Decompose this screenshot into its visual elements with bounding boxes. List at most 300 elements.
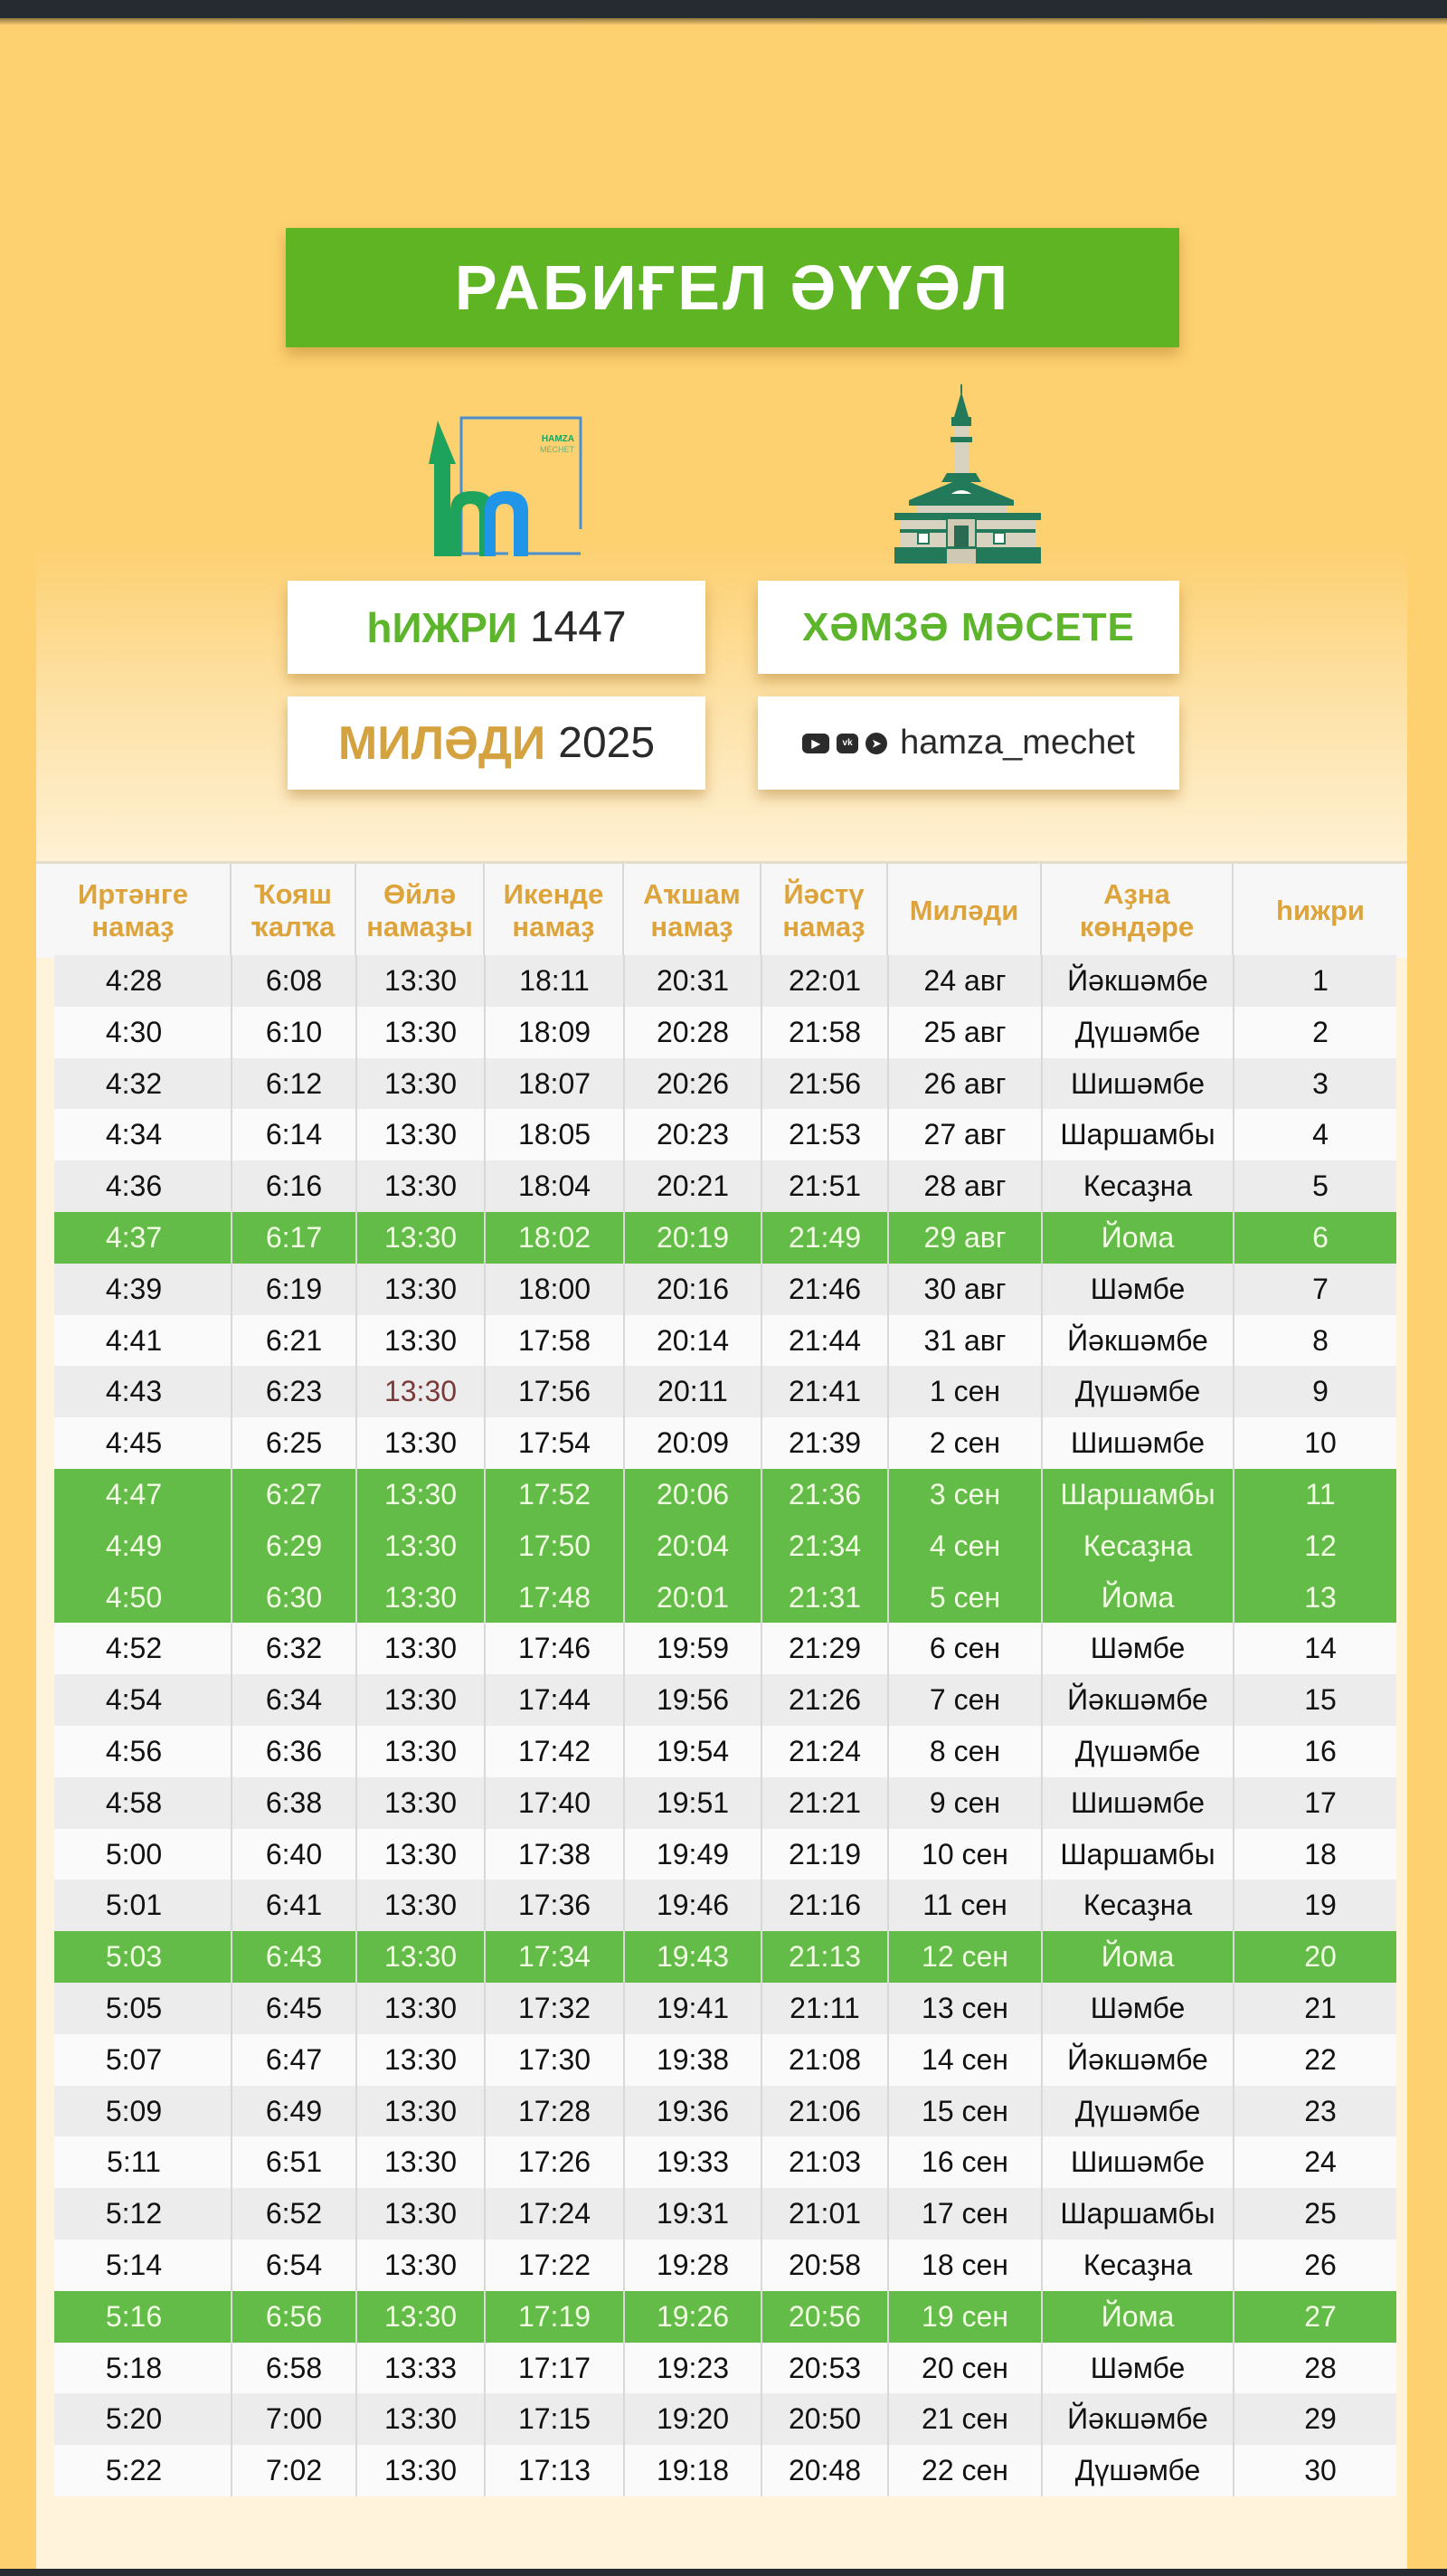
column-header-fajr — [36, 864, 232, 958]
cell-maghrib: 19:46 — [656, 1889, 730, 1922]
cell-weekday: Шишәмбе — [1070, 2145, 1206, 2179]
cell-maghrib: 20:01 — [656, 1580, 730, 1614]
cell-isha: 21:58 — [788, 1015, 862, 1048]
table-row — [54, 1264, 1396, 1315]
cell-asr: 17:15 — [517, 2402, 591, 2436]
cell-sunrise: 6:51 — [265, 2145, 323, 2179]
cell-maghrib: 20:19 — [656, 1221, 730, 1254]
table-row — [54, 1366, 1396, 1417]
cell-miladi-date: 22 сен — [922, 2454, 1008, 2487]
table-row — [54, 1058, 1396, 1110]
cell-fajr: 5:16 — [105, 2299, 163, 2333]
cell-maghrib: 19:49 — [656, 1837, 730, 1870]
cell-hijri-day: 9 — [1312, 1375, 1329, 1408]
cell-hijri-day: 15 — [1304, 1683, 1337, 1717]
column-header-asr — [485, 864, 624, 958]
column-header-line1: Аҙна — [1103, 878, 1170, 910]
vk-icon[interactable]: vk — [837, 734, 858, 753]
cell-maghrib: 20:06 — [656, 1478, 730, 1511]
cell-sunrise: 6:14 — [265, 1118, 323, 1151]
cell-asr: 17:36 — [517, 1889, 591, 1922]
cell-isha: 21:19 — [788, 1837, 862, 1870]
cell-isha: 21:34 — [788, 1529, 862, 1562]
column-header-line1: hижри — [1276, 895, 1365, 926]
top-bar-shadow — [0, 18, 1447, 25]
social-handle[interactable]: hamza_mechet — [900, 724, 1135, 762]
cell-weekday: Йома — [1101, 1580, 1175, 1614]
cell-asr: 17:50 — [517, 1529, 591, 1562]
cell-weekday: Шишәмбе — [1070, 1066, 1206, 1100]
miladi-label: МИЛӘДИ — [337, 716, 546, 770]
cell-isha: 21:06 — [788, 2094, 862, 2127]
cell-miladi-date: 9 сен — [929, 1785, 1001, 1819]
table-header — [36, 861, 1407, 958]
cell-miladi-date: 24 авг — [923, 964, 1007, 997]
cell-weekday: Дүшәмбе — [1074, 1735, 1201, 1767]
hamza-mechet-logo — [425, 412, 588, 561]
cell-asr: 17:42 — [517, 1735, 591, 1767]
column-divider — [355, 955, 357, 2496]
cell-fajr: 5:11 — [107, 2145, 161, 2179]
cell-maghrib: 20:31 — [656, 964, 730, 997]
cell-isha: 20:53 — [788, 2351, 862, 2384]
cell-isha: 21:31 — [788, 1580, 862, 1614]
cell-isha: 21:49 — [788, 1221, 862, 1254]
cell-fajr: 5:22 — [105, 2454, 163, 2487]
cell-dhuhr: 13:30 — [383, 1735, 458, 1767]
cell-weekday: Йәкшәмбе — [1067, 1683, 1208, 1717]
cell-dhuhr: 13:30 — [383, 2454, 458, 2487]
cell-dhuhr: 13:30 — [383, 2197, 458, 2230]
cell-dhuhr: 13:30 — [383, 1529, 458, 1562]
logo-text-hamza: HAMZA — [541, 434, 574, 444]
cell-isha: 21:11 — [790, 1992, 860, 2024]
cell-sunrise: 6:45 — [265, 1992, 323, 2024]
cell-dhuhr: 13:30 — [383, 1375, 458, 1408]
cell-sunrise: 6:21 — [265, 1323, 323, 1357]
cell-isha: 21:44 — [788, 1323, 862, 1357]
cell-miladi-date: 8 сен — [929, 1735, 1001, 1767]
cell-weekday: Шәмбе — [1090, 1992, 1186, 2024]
table-row — [54, 1880, 1396, 1931]
cell-miladi-date: 11 сен — [922, 1889, 1007, 1922]
cell-sunrise: 6:30 — [265, 1580, 323, 1614]
cell-asr: 17:30 — [517, 2042, 591, 2076]
cell-fajr: 4:37 — [105, 1221, 163, 1254]
table-row — [54, 2393, 1396, 2445]
cell-maghrib: 19:18 — [656, 2454, 730, 2487]
cell-dhuhr: 13:30 — [383, 1940, 458, 1974]
table-row-highlighted — [54, 1572, 1396, 1624]
cell-maghrib: 20:14 — [656, 1323, 730, 1357]
cell-dhuhr: 13:30 — [383, 1221, 458, 1254]
top-status-bar — [0, 0, 1447, 18]
cell-fajr: 4:39 — [105, 1272, 163, 1305]
cell-miladi-date: 2 сен — [929, 1426, 1001, 1460]
cell-sunrise: 6:38 — [265, 1785, 323, 1819]
cell-hijri-day: 5 — [1312, 1170, 1329, 1203]
cell-dhuhr: 13:30 — [383, 1992, 458, 2024]
cell-isha: 21:51 — [788, 1170, 862, 1203]
cell-weekday: Кесаҙна — [1083, 2249, 1193, 2281]
cell-fajr: 4:45 — [105, 1426, 163, 1460]
cell-miladi-date: 28 авг — [923, 1170, 1007, 1203]
table-row — [54, 1007, 1396, 1058]
cell-isha: 21:24 — [788, 1735, 862, 1767]
mosque-illustration-icon — [891, 384, 1045, 564]
column-header-line2: намаҙ — [650, 911, 733, 942]
cell-weekday: Кесаҙна — [1083, 1170, 1193, 1203]
cell-maghrib: 19:26 — [656, 2299, 730, 2333]
cell-isha: 21:03 — [788, 2145, 862, 2179]
cell-hijri-day: 23 — [1304, 2094, 1337, 2127]
column-header-weekday — [1042, 864, 1234, 958]
cell-hijri-day: 14 — [1304, 1632, 1337, 1665]
cell-weekday: Йәкшәмбе — [1067, 964, 1208, 997]
cell-isha: 21:21 — [788, 1785, 862, 1819]
cell-sunrise: 6:36 — [265, 1735, 323, 1767]
cell-sunrise: 6:25 — [265, 1426, 323, 1460]
cell-fajr: 5:09 — [105, 2094, 163, 2127]
cell-weekday: Йәкшәмбе — [1067, 2042, 1208, 2076]
cell-fajr: 5:12 — [105, 2197, 163, 2230]
column-header-line1: Икенде — [503, 878, 604, 910]
cell-miladi-date: 15 сен — [922, 2094, 1008, 2127]
cell-weekday: Йома — [1101, 1940, 1175, 1974]
cell-dhuhr: 13:30 — [383, 1785, 458, 1819]
cell-fajr: 4:36 — [105, 1170, 163, 1203]
cell-fajr: 4:58 — [105, 1785, 163, 1819]
cell-weekday: Йәкшәмбе — [1067, 1323, 1208, 1357]
cell-miladi-date: 31 авг — [923, 1323, 1007, 1357]
cell-fajr: 4:54 — [105, 1683, 163, 1717]
table-row — [54, 1674, 1396, 1726]
table-row — [54, 1623, 1396, 1674]
cell-sunrise: 6:49 — [265, 2094, 323, 2127]
cell-weekday: Шишәмбе — [1070, 1426, 1206, 1460]
cell-fajr: 4:49 — [105, 1529, 163, 1562]
cell-isha: 21:56 — [788, 1066, 862, 1100]
cell-weekday: Шаршамбы — [1060, 2197, 1215, 2230]
cell-hijri-day: 7 — [1312, 1272, 1329, 1305]
cell-fajr: 4:47 — [105, 1478, 163, 1511]
cell-hijri-day: 29 — [1304, 2402, 1337, 2436]
cell-weekday: Дүшәмбе — [1074, 2094, 1201, 2127]
column-divider — [231, 955, 232, 2496]
cell-fajr: 4:41 — [105, 1323, 163, 1357]
cell-hijri-day: 27 — [1304, 2299, 1337, 2333]
cell-miladi-date: 7 сен — [929, 1683, 1001, 1717]
cell-asr: 17:32 — [517, 1992, 591, 2024]
cell-asr: 17:38 — [517, 1837, 591, 1870]
cell-weekday: Йома — [1101, 1221, 1175, 1254]
cell-asr: 18:02 — [517, 1221, 591, 1254]
cell-isha: 21:01 — [788, 2197, 862, 2230]
cell-maghrib: 19:20 — [656, 2402, 730, 2436]
cell-weekday: Шәмбе — [1090, 1272, 1186, 1305]
column-header-dhuhr — [356, 864, 485, 958]
cell-fajr: 4:50 — [105, 1580, 163, 1614]
cell-sunrise: 6:29 — [265, 1529, 323, 1562]
cell-isha: 21:08 — [788, 2042, 862, 2076]
social-links-box — [758, 696, 1179, 790]
cell-dhuhr: 13:30 — [383, 1066, 458, 1100]
cell-asr: 17:28 — [517, 2094, 591, 2127]
cell-maghrib: 19:38 — [656, 2042, 730, 2076]
cell-sunrise: 6:08 — [265, 964, 323, 997]
cell-weekday: Кесаҙна — [1083, 1889, 1193, 1922]
cell-fajr: 5:05 — [105, 1992, 163, 2024]
cell-miladi-date: 16 сен — [922, 2145, 1008, 2179]
cell-maghrib: 19:28 — [656, 2249, 730, 2281]
logo-letter-m — [485, 491, 528, 556]
cell-weekday: Йома — [1101, 2299, 1175, 2333]
cell-isha: 21:36 — [788, 1478, 862, 1511]
cell-maghrib: 19:41 — [656, 1992, 730, 2024]
cell-miladi-date: 3 сен — [929, 1478, 1001, 1511]
cell-sunrise: 7:02 — [265, 2454, 323, 2487]
cell-maghrib: 20:16 — [656, 1272, 730, 1305]
cell-fajr: 4:34 — [105, 1118, 163, 1151]
cell-isha: 21:46 — [788, 1272, 862, 1305]
cell-sunrise: 6:17 — [265, 1221, 323, 1254]
table-row — [54, 1315, 1396, 1367]
cell-fajr: 4:28 — [105, 964, 163, 997]
column-divider — [887, 955, 889, 2496]
cell-asr: 17:13 — [517, 2454, 591, 2487]
month-title: РАБИҒЕЛ ӘҮҮӘЛ — [454, 252, 1011, 323]
column-header-line1: Өйлә — [383, 878, 457, 910]
column-header-line1: Иртәнге — [77, 878, 189, 910]
column-header-isha — [761, 864, 888, 958]
cell-dhuhr: 13:30 — [383, 2249, 458, 2281]
cell-maghrib: 20:28 — [656, 1015, 730, 1048]
cell-asr: 17:19 — [517, 2299, 591, 2333]
table-row — [54, 2188, 1396, 2240]
cell-isha: 21:13 — [788, 1940, 862, 1974]
column-header-maghrib — [624, 864, 761, 958]
cell-asr: 18:07 — [517, 1066, 591, 1100]
cell-fajr: 4:56 — [105, 1735, 163, 1767]
cell-maghrib: 20:21 — [656, 1170, 730, 1203]
month-title-banner — [286, 228, 1179, 347]
cell-maghrib: 19:36 — [656, 2094, 730, 2127]
column-header-sunrise — [232, 864, 356, 958]
cell-weekday: Шаршамбы — [1060, 1837, 1215, 1870]
cell-weekday: Шәмбе — [1090, 2351, 1186, 2384]
miladi-year-box — [288, 696, 705, 790]
cell-dhuhr: 13:30 — [383, 1426, 458, 1460]
cell-asr: 17:24 — [517, 2197, 591, 2230]
cell-weekday: Дүшәмбе — [1074, 1015, 1201, 1048]
cell-hijri-day: 16 — [1304, 1735, 1337, 1767]
cell-fajr: 5:18 — [105, 2351, 163, 2384]
cell-maghrib: 20:26 — [656, 1066, 730, 1100]
cell-weekday: Кесаҙна — [1083, 1529, 1193, 1562]
cell-sunrise: 6:12 — [265, 1066, 323, 1100]
cell-hijri-day: 2 — [1312, 1015, 1329, 1048]
cell-dhuhr: 13:30 — [383, 2042, 458, 2076]
table-row — [54, 2034, 1396, 2086]
column-header-line1: Ҡояш — [253, 878, 333, 910]
cell-maghrib: 19:59 — [656, 1632, 730, 1665]
cell-miladi-date: 25 авг — [923, 1015, 1007, 1048]
cell-hijri-day: 13 — [1304, 1580, 1337, 1614]
table-row — [54, 1829, 1396, 1880]
cell-dhuhr: 13:30 — [383, 1170, 458, 1203]
cell-sunrise: 6:43 — [265, 1940, 323, 1974]
mosque-name-box — [758, 581, 1179, 674]
cell-sunrise: 6:34 — [265, 1683, 323, 1717]
table-row — [54, 2445, 1396, 2496]
cell-dhuhr: 13:30 — [383, 1683, 458, 1717]
cell-fajr: 5:14 — [105, 2249, 163, 2281]
cell-asr: 18:11 — [519, 964, 590, 997]
panel-footer — [36, 2505, 1407, 2569]
cell-dhuhr: 13:30 — [383, 1323, 458, 1357]
cell-sunrise: 6:27 — [265, 1478, 323, 1511]
cell-fajr: 5:20 — [105, 2402, 163, 2436]
cell-miladi-date: 19 сен — [922, 2299, 1008, 2333]
cell-asr: 17:46 — [517, 1632, 591, 1665]
telegram-icon[interactable]: ➤ — [865, 733, 887, 754]
cell-miladi-date: 4 сен — [929, 1529, 1001, 1562]
cell-hijri-day: 3 — [1312, 1066, 1329, 1100]
cell-sunrise: 6:32 — [265, 1632, 323, 1665]
cell-isha: 20:58 — [788, 2249, 862, 2281]
column-divider — [623, 955, 625, 2496]
cell-asr: 17:22 — [517, 2249, 591, 2281]
table-row — [54, 2136, 1396, 2188]
cell-maghrib: 19:31 — [656, 2197, 730, 2230]
cell-asr: 17:52 — [517, 1478, 591, 1511]
cell-asr: 18:00 — [517, 1272, 591, 1305]
cell-dhuhr: 13:30 — [383, 1580, 458, 1614]
cell-hijri-day: 22 — [1304, 2042, 1337, 2076]
table-row-highlighted — [54, 1931, 1396, 1983]
cell-miladi-date: 6 сен — [929, 1632, 1001, 1665]
column-header-line2: намаҙ — [512, 911, 595, 942]
cell-fajr: 4:30 — [105, 1015, 163, 1048]
cell-sunrise: 6:54 — [265, 2249, 323, 2281]
cell-weekday: Дүшәмбе — [1074, 2454, 1201, 2487]
cell-isha: 20:48 — [788, 2454, 862, 2487]
column-header-line2: намаҙы — [366, 911, 473, 942]
cell-miladi-date: 27 авг — [923, 1118, 1007, 1151]
bottom-bar — [0, 2569, 1447, 2576]
cell-fajr: 4:32 — [105, 1066, 163, 1100]
cell-asr: 17:56 — [517, 1375, 591, 1408]
cell-asr: 17:48 — [517, 1580, 591, 1614]
cell-miladi-date: 18 сен — [922, 2249, 1008, 2281]
cell-fajr: 5:07 — [105, 2042, 163, 2076]
cell-weekday: Йәкшәмбе — [1067, 2402, 1208, 2436]
cell-hijri-day: 25 — [1304, 2197, 1337, 2230]
cell-dhuhr: 13:33 — [383, 2351, 458, 2384]
youtube-icon[interactable]: ▶ — [802, 734, 829, 753]
cell-dhuhr: 13:30 — [383, 1889, 458, 1922]
cell-miladi-date: 21 сен — [922, 2402, 1008, 2436]
cell-isha: 22:01 — [788, 964, 862, 997]
cell-fajr: 4:52 — [105, 1632, 163, 1665]
cell-weekday: Дүшәмбе — [1074, 1375, 1201, 1408]
cell-isha: 21:26 — [788, 1683, 862, 1717]
cell-dhuhr: 13:30 — [383, 964, 458, 997]
cell-dhuhr: 13:30 — [383, 2145, 458, 2179]
cell-asr: 18:09 — [517, 1015, 591, 1048]
hijri-year-box — [288, 581, 705, 674]
logo-text-mechet: MECHET — [540, 445, 574, 454]
cell-fajr: 5:00 — [105, 1837, 163, 1870]
cell-maghrib: 19:54 — [656, 1735, 730, 1767]
cell-miladi-date: 30 авг — [923, 1272, 1007, 1305]
cell-maghrib: 19:43 — [656, 1940, 730, 1974]
cell-miladi-date: 12 сен — [922, 1940, 1008, 1974]
table-row — [54, 2086, 1396, 2137]
cell-asr: 17:34 — [517, 1940, 591, 1974]
cell-weekday: Шаршамбы — [1060, 1118, 1215, 1151]
cell-dhuhr: 13:30 — [383, 1272, 458, 1305]
cell-hijri-day: 17 — [1304, 1785, 1337, 1819]
cell-sunrise: 6:19 — [265, 1272, 323, 1305]
cell-sunrise: 6:52 — [265, 2197, 323, 2230]
cell-dhuhr: 13:30 — [383, 2299, 458, 2333]
cell-hijri-day: 21 — [1304, 1992, 1337, 2024]
cell-weekday: Шаршамбы — [1060, 1478, 1215, 1511]
cell-maghrib: 19:51 — [656, 1785, 730, 1819]
cell-weekday: Шишәмбе — [1070, 1785, 1206, 1819]
cell-dhuhr: 13:30 — [383, 1118, 458, 1151]
column-header-miladi-date — [888, 864, 1042, 958]
miladi-year: 2025 — [558, 719, 656, 767]
table-row — [54, 1417, 1396, 1469]
cell-hijri-day: 10 — [1304, 1426, 1337, 1460]
cell-hijri-day: 28 — [1304, 2351, 1337, 2384]
table-row — [54, 1983, 1396, 2034]
cell-miladi-date: 20 сен — [922, 2351, 1008, 2384]
cell-fajr: 5:03 — [105, 1940, 163, 1974]
column-divider — [1233, 955, 1234, 2496]
cell-miladi-date: 5 сен — [929, 1580, 1001, 1614]
hijri-year: 1447 — [529, 603, 627, 651]
column-divider — [484, 955, 486, 2496]
column-header-line2: ҡалҡа — [251, 911, 336, 942]
cell-miladi-date: 26 авг — [923, 1066, 1007, 1100]
cell-isha: 21:53 — [788, 1118, 862, 1151]
cell-hijri-day: 8 — [1312, 1323, 1329, 1357]
cell-hijri-day: 30 — [1304, 2454, 1337, 2487]
cell-asr: 17:44 — [517, 1683, 591, 1717]
cell-hijri-day: 26 — [1304, 2249, 1337, 2281]
cell-sunrise: 6:41 — [265, 1889, 323, 1922]
cell-sunrise: 6:47 — [265, 2042, 323, 2076]
cell-asr: 17:40 — [517, 1785, 591, 1819]
cell-hijri-day: 6 — [1312, 1221, 1329, 1254]
table-row — [54, 1160, 1396, 1212]
mosque-name: ХӘМЗӘ МӘСЕТЕ — [802, 604, 1135, 649]
table-row-highlighted — [54, 1469, 1396, 1520]
table-row — [54, 2343, 1396, 2394]
cell-asr: 17:26 — [517, 2145, 591, 2179]
cell-dhuhr: 13:30 — [383, 1015, 458, 1048]
table-row-highlighted — [54, 1520, 1396, 1572]
table-row — [54, 955, 1396, 1007]
cell-dhuhr: 13:30 — [383, 2402, 458, 2436]
cell-dhuhr: 13:30 — [383, 1478, 458, 1511]
cell-maghrib: 19:23 — [656, 2351, 730, 2384]
cell-hijri-day: 24 — [1304, 2145, 1337, 2179]
cell-isha: 21:39 — [788, 1426, 862, 1460]
